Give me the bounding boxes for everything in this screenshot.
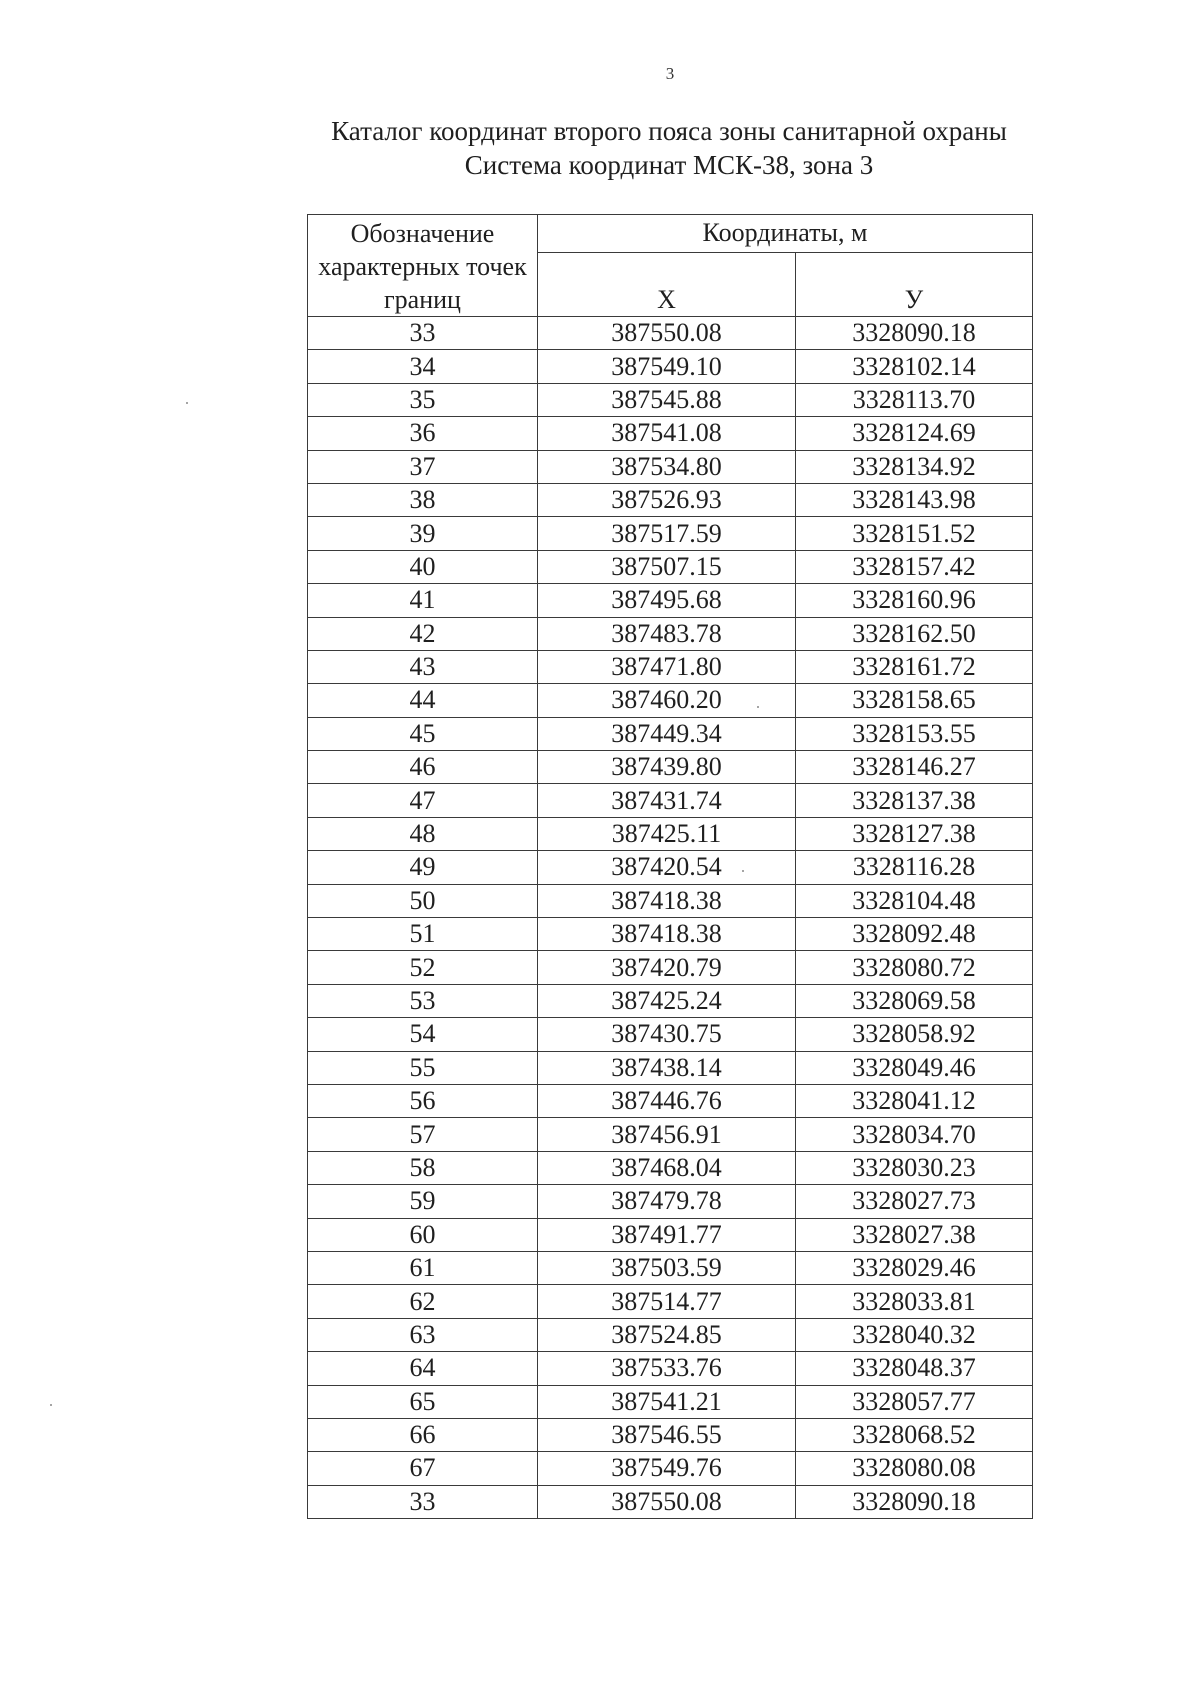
table-row <box>308 383 1033 416</box>
table-row <box>308 1185 1033 1218</box>
x-cell: 387425.24 <box>538 984 796 1017</box>
x-cell: 387446.76 <box>538 1084 796 1117</box>
point-cell: 37 <box>308 450 538 483</box>
table-row <box>308 1051 1033 1084</box>
x-cell: 387524.85 <box>538 1318 796 1351</box>
x-cell: 387456.91 <box>538 1118 796 1151</box>
y-cell: 3328049.46 <box>796 1051 1033 1084</box>
point-cell: 59 <box>308 1185 538 1218</box>
x-cell: 387479.78 <box>538 1185 796 1218</box>
title-line-1: Каталог координат второго пояса зоны санитарной охраны <box>331 116 1007 146</box>
y-cell: 3328160.96 <box>796 584 1033 617</box>
table-row <box>308 584 1033 617</box>
title-line-2: Система координат МСК-38, зона 3 <box>464 150 874 180</box>
point-cell: 49 <box>308 851 538 884</box>
y-cell: 3328069.58 <box>796 984 1033 1017</box>
x-cell: 387420.79 <box>538 951 796 984</box>
table-row <box>308 350 1033 383</box>
table-row <box>308 1251 1033 1284</box>
point-cell: 65 <box>308 1385 538 1418</box>
table-row <box>308 1118 1033 1151</box>
x-cell: 387549.10 <box>538 350 796 383</box>
y-cell: 3328151.52 <box>796 517 1033 550</box>
header-coordinates: Координаты, м <box>538 215 1033 253</box>
y-cell: 3328162.50 <box>796 617 1033 650</box>
y-cell: 3328034.70 <box>796 1118 1033 1151</box>
table-row <box>308 1018 1033 1051</box>
y-cell: 3328102.14 <box>796 350 1033 383</box>
point-cell: 47 <box>308 784 538 817</box>
point-cell: 38 <box>308 483 538 516</box>
header-y: У <box>796 252 1033 316</box>
point-cell: 34 <box>308 350 538 383</box>
y-cell: 3328090.18 <box>796 317 1033 350</box>
point-cell: 33 <box>308 317 538 350</box>
document-title <box>306 114 1032 182</box>
x-cell: 387541.21 <box>538 1385 796 1418</box>
y-cell: 3328058.92 <box>796 1018 1033 1051</box>
y-cell: 3328080.08 <box>796 1452 1033 1485</box>
point-cell: 51 <box>308 918 538 951</box>
point-cell: 55 <box>308 1051 538 1084</box>
point-cell: 39 <box>308 517 538 550</box>
y-cell: 3328029.46 <box>796 1251 1033 1284</box>
table-row <box>308 851 1033 884</box>
x-cell: 387471.80 <box>538 650 796 683</box>
x-cell: 387430.75 <box>538 1018 796 1051</box>
y-cell: 3328033.81 <box>796 1285 1033 1318</box>
point-cell: 44 <box>308 684 538 717</box>
y-cell: 3328146.27 <box>796 751 1033 784</box>
y-cell: 3328027.73 <box>796 1185 1033 1218</box>
x-cell: 387526.93 <box>538 483 796 516</box>
x-cell: 387491.77 <box>538 1218 796 1251</box>
table-row <box>308 1452 1033 1485</box>
table-row <box>308 684 1033 717</box>
y-cell: 3328041.12 <box>796 1084 1033 1117</box>
table-row <box>308 517 1033 550</box>
point-cell: 46 <box>308 751 538 784</box>
y-cell: 3328161.72 <box>796 650 1033 683</box>
table-row <box>308 1418 1033 1451</box>
x-cell: 387418.38 <box>538 918 796 951</box>
table-row <box>308 1285 1033 1318</box>
table-row <box>308 1084 1033 1117</box>
scan-speck <box>757 706 759 708</box>
x-cell: 387550.08 <box>538 317 796 350</box>
point-cell: 58 <box>308 1151 538 1184</box>
x-cell: 387541.08 <box>538 417 796 450</box>
y-cell: 3328157.42 <box>796 550 1033 583</box>
table-row <box>308 717 1033 750</box>
x-cell: 387495.68 <box>538 584 796 617</box>
y-cell: 3328090.18 <box>796 1485 1033 1518</box>
y-cell: 3328030.23 <box>796 1151 1033 1184</box>
point-cell: 62 <box>308 1285 538 1318</box>
x-cell: 387418.38 <box>538 884 796 917</box>
table-row <box>308 784 1033 817</box>
y-cell: 3328137.38 <box>796 784 1033 817</box>
x-cell: 387425.11 <box>538 817 796 850</box>
y-cell: 3328127.38 <box>796 817 1033 850</box>
page-number: 3 <box>665 64 675 83</box>
point-cell: 50 <box>308 884 538 917</box>
x-cell: 387545.88 <box>538 383 796 416</box>
point-cell: 48 <box>308 817 538 850</box>
table-row <box>308 884 1033 917</box>
y-cell: 3328153.55 <box>796 717 1033 750</box>
point-cell: 40 <box>308 550 538 583</box>
table-row <box>308 483 1033 516</box>
table-row <box>308 1352 1033 1385</box>
y-cell: 3328158.65 <box>796 684 1033 717</box>
table-body <box>308 317 1033 1519</box>
y-cell: 3328027.38 <box>796 1218 1033 1251</box>
x-cell: 387534.80 <box>538 450 796 483</box>
point-cell: 64 <box>308 1352 538 1385</box>
point-cell: 67 <box>308 1452 538 1485</box>
header-x: X <box>538 252 796 316</box>
x-cell: 387431.74 <box>538 784 796 817</box>
table-row <box>308 550 1033 583</box>
scan-speck <box>50 1404 52 1406</box>
x-cell: 387420.54 <box>538 851 796 884</box>
x-cell: 387507.15 <box>538 550 796 583</box>
point-cell: 36 <box>308 417 538 450</box>
point-cell: 56 <box>308 1084 538 1117</box>
point-cell: 52 <box>308 951 538 984</box>
y-cell: 3328124.69 <box>796 417 1033 450</box>
table-row <box>308 918 1033 951</box>
point-cell: 63 <box>308 1318 538 1351</box>
point-cell: 66 <box>308 1418 538 1451</box>
table-row <box>308 1318 1033 1351</box>
point-cell: 43 <box>308 650 538 683</box>
table-row <box>308 417 1033 450</box>
x-cell: 387550.08 <box>538 1485 796 1518</box>
table-row <box>308 984 1033 1017</box>
scan-speck <box>742 870 744 872</box>
scan-speck <box>186 402 188 404</box>
table-row <box>308 317 1033 350</box>
y-cell: 3328092.48 <box>796 918 1033 951</box>
table-row <box>308 1218 1033 1251</box>
x-cell: 387546.55 <box>538 1418 796 1451</box>
x-cell: 387517.59 <box>538 517 796 550</box>
y-cell: 3328068.52 <box>796 1418 1033 1451</box>
y-cell: 3328048.37 <box>796 1352 1033 1385</box>
x-cell: 387483.78 <box>538 617 796 650</box>
point-cell: 35 <box>308 383 538 416</box>
table-row <box>308 1485 1033 1518</box>
x-cell: 387439.80 <box>538 751 796 784</box>
coordinates-table <box>307 214 1033 1519</box>
x-cell: 387468.04 <box>538 1151 796 1184</box>
x-cell: 387449.34 <box>538 717 796 750</box>
y-cell: 3328134.92 <box>796 450 1033 483</box>
y-cell: 3328080.72 <box>796 951 1033 984</box>
x-cell: 387533.76 <box>538 1352 796 1385</box>
point-cell: 45 <box>308 717 538 750</box>
point-cell: 60 <box>308 1218 538 1251</box>
point-cell: 61 <box>308 1251 538 1284</box>
y-cell: 3328057.77 <box>796 1385 1033 1418</box>
y-cell: 3328104.48 <box>796 884 1033 917</box>
point-cell: 42 <box>308 617 538 650</box>
x-cell: 387549.76 <box>538 1452 796 1485</box>
point-cell: 33 <box>308 1485 538 1518</box>
point-cell: 53 <box>308 984 538 1017</box>
y-cell: 3328143.98 <box>796 483 1033 516</box>
x-cell: 387503.59 <box>538 1251 796 1284</box>
x-cell: 387514.77 <box>538 1285 796 1318</box>
point-cell: 57 <box>308 1118 538 1151</box>
table-row <box>308 617 1033 650</box>
y-cell: 3328116.28 <box>796 851 1033 884</box>
table-row <box>308 1385 1033 1418</box>
table-row <box>308 751 1033 784</box>
table-row <box>308 650 1033 683</box>
y-cell: 3328040.32 <box>796 1318 1033 1351</box>
point-cell: 41 <box>308 584 538 617</box>
header-points: Обозначение характерных точек границ <box>308 215 538 317</box>
table-row <box>308 450 1033 483</box>
y-cell: 3328113.70 <box>796 383 1033 416</box>
point-cell: 54 <box>308 1018 538 1051</box>
table-row <box>308 1151 1033 1184</box>
x-cell: 387438.14 <box>538 1051 796 1084</box>
x-cell: 387460.20 <box>538 684 796 717</box>
table-row <box>308 951 1033 984</box>
table-row <box>308 817 1033 850</box>
